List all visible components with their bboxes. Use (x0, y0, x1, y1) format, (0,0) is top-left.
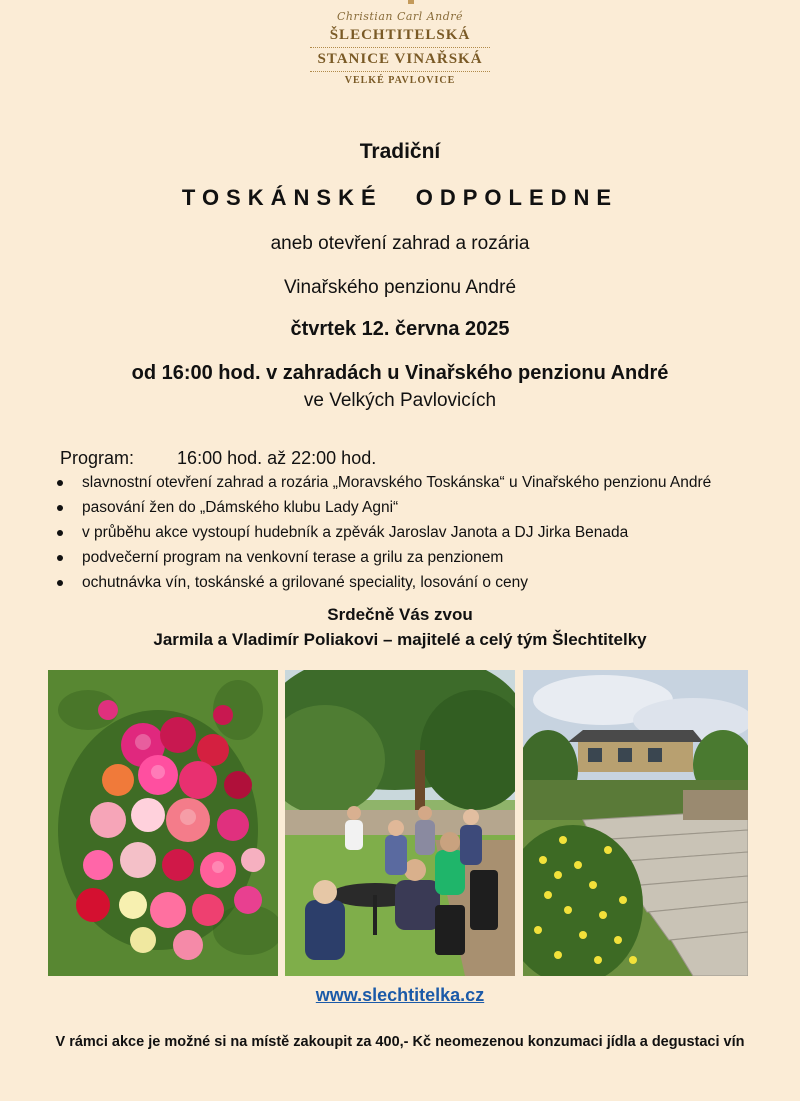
program-header (60, 448, 376, 469)
bullet-icon (57, 530, 63, 536)
logo-line-3: VELKÉ PAVLOVICE (344, 75, 456, 86)
logo-divider (310, 47, 490, 48)
villa-garden-photo (523, 670, 748, 976)
roses-photo (48, 670, 278, 976)
event-time-place: od 16:00 hod. v zahradách u Vinařského penzionu André (131, 362, 669, 384)
event-subtitle-1: aneb otevření zahrad a rozária (270, 233, 530, 254)
logo-divider (310, 71, 490, 72)
bullet-icon (57, 480, 63, 486)
logo-line-2: STANICE VINAŘSKÁ (317, 51, 483, 67)
event-title: TOSKÁNSKÉ ODPOLEDNE (181, 185, 619, 210)
event-date: čtvrtek 12. června 2025 (290, 318, 510, 340)
bullet-icon (57, 505, 63, 511)
logo (0, 10, 800, 86)
program-item: podvečerní program na venkovní terase a grilu za penzionem (55, 545, 711, 570)
footer-note: V rámci akce je možné si na místě zakoupit za 400,- Kč neomezenou konzumaci jídla a degustaci vín (55, 1034, 745, 1050)
invite-line-2: Jarmila a Vladimír Poliakovi – majitelé a celý tým Šlechtitelky (153, 630, 647, 649)
program-item: pasování žen do „Dámského klubu Lady Agni“ (55, 495, 711, 520)
program-list (55, 470, 711, 595)
invite-line-1: Srdečně Vás zvou (327, 605, 473, 624)
website-link-wrap (0, 985, 800, 1006)
program-item: slavnostní otevření zahrad a rozária „Moravského Toskánska“ u Vinařského penzionu André (55, 470, 711, 495)
garden-party-photo (285, 670, 515, 976)
website-link[interactable]: www.slechtitelka.cz (315, 985, 485, 1005)
logo-line-1: ŠLECHTITELSKÁ (329, 27, 471, 43)
event-subtitle-2: Vinařského penzionu André (283, 277, 517, 298)
logo-signature: Christian Carl André (336, 10, 464, 23)
event-pretitle: Tradiční (359, 140, 441, 163)
bullet-icon (57, 555, 63, 561)
top-mark (408, 0, 414, 4)
program-time: 16:00 hod. až 22:00 hod. (177, 448, 377, 468)
program-label: Program: (60, 448, 135, 468)
bullet-icon (57, 580, 63, 586)
program-item: ochutnávka vín, toskánské a grilované speciality, losování o ceny (55, 570, 711, 595)
event-town: ve Velkých Pavlovicích (303, 390, 497, 411)
program-item: v průběhu akce vystoupí hudebník a zpěvák Jaroslav Janota a DJ Jirka Benada (55, 520, 711, 545)
